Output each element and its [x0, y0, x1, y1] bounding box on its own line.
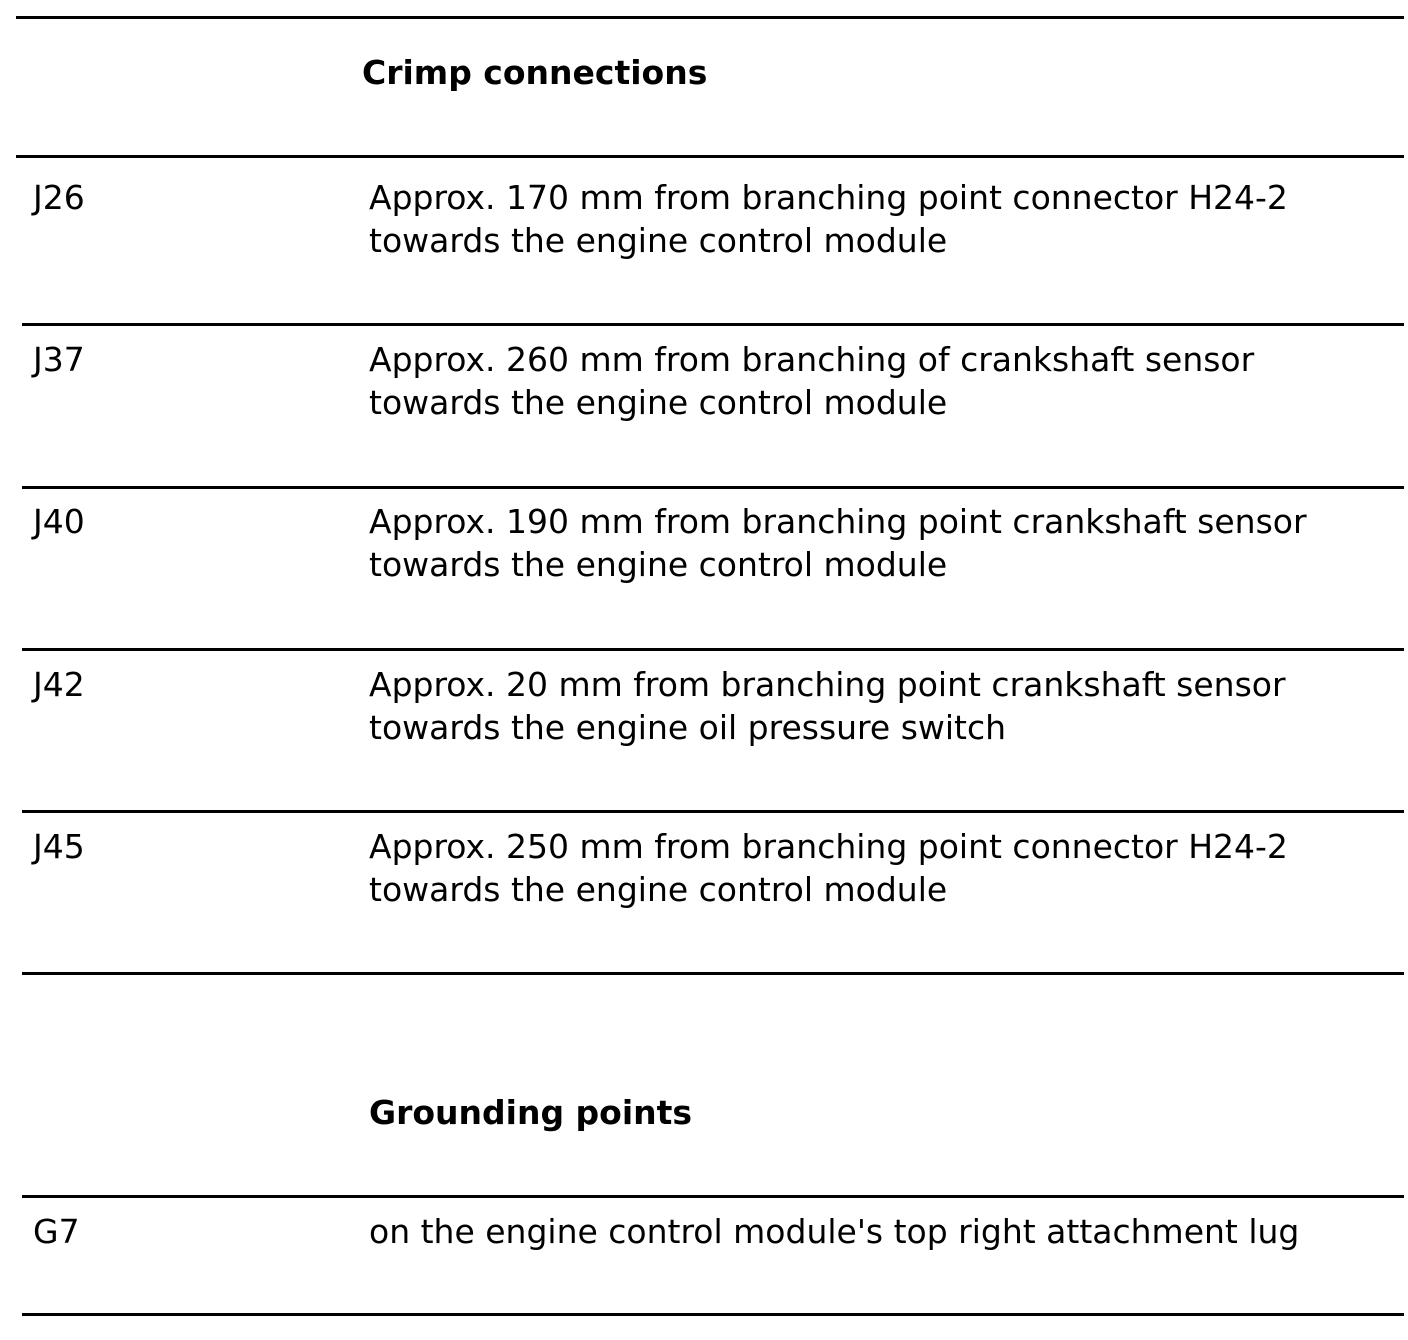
- desc-line: towards the engine oil pressure switch: [369, 708, 1007, 747]
- crimp-code-j42: J42: [33, 665, 85, 704]
- crimp-desc-j26: [369, 176, 1405, 262]
- crimp-bottom-rule: [22, 972, 1404, 975]
- crimp-code-j37: J37: [33, 340, 85, 379]
- desc-line: Approx. 190 mm from branching point crankshaft sensor: [369, 502, 1307, 541]
- desc-line: towards the engine control module: [369, 383, 948, 422]
- desc-line: towards the engine control module: [369, 870, 948, 909]
- crimp-desc-j40: [369, 500, 1405, 586]
- row-divider: [22, 486, 1404, 489]
- desc-line: towards the engine control module: [369, 221, 948, 260]
- desc-line: towards the engine control module: [369, 545, 948, 584]
- grounding-code-g7: G7: [33, 1212, 80, 1251]
- crimp-code-j26: J26: [33, 178, 85, 217]
- crimp-code-j45: J45: [33, 827, 85, 866]
- crimp-header-rule: [16, 155, 1404, 158]
- desc-line: Approx. 260 mm from branching of crankshaft sensor: [369, 340, 1255, 379]
- row-divider: [22, 810, 1404, 813]
- crimp-desc-j45: [369, 825, 1405, 911]
- grounding-header-rule: [22, 1195, 1404, 1198]
- desc-line: on the engine control module's top right attachment lug: [369, 1212, 1300, 1251]
- crimp-desc-j42: [369, 663, 1405, 749]
- desc-line: Approx. 170 mm from branching point connector H24-2: [369, 178, 1288, 217]
- desc-line: Approx. 20 mm from branching point crankshaft sensor: [369, 665, 1286, 704]
- row-divider: [22, 648, 1404, 651]
- desc-line: Approx. 250 mm from branching point connector H24-2: [369, 827, 1288, 866]
- grounding-section-title: Grounding points: [369, 1093, 693, 1132]
- grounding-desc-g7: [369, 1210, 1405, 1253]
- crimp-desc-j37: [369, 338, 1405, 424]
- crimp-section-title: Crimp connections: [362, 53, 708, 92]
- row-divider: [22, 323, 1404, 326]
- grounding-bottom-rule: [22, 1313, 1404, 1316]
- top-rule: [16, 16, 1404, 19]
- crimp-code-j40: J40: [33, 502, 85, 541]
